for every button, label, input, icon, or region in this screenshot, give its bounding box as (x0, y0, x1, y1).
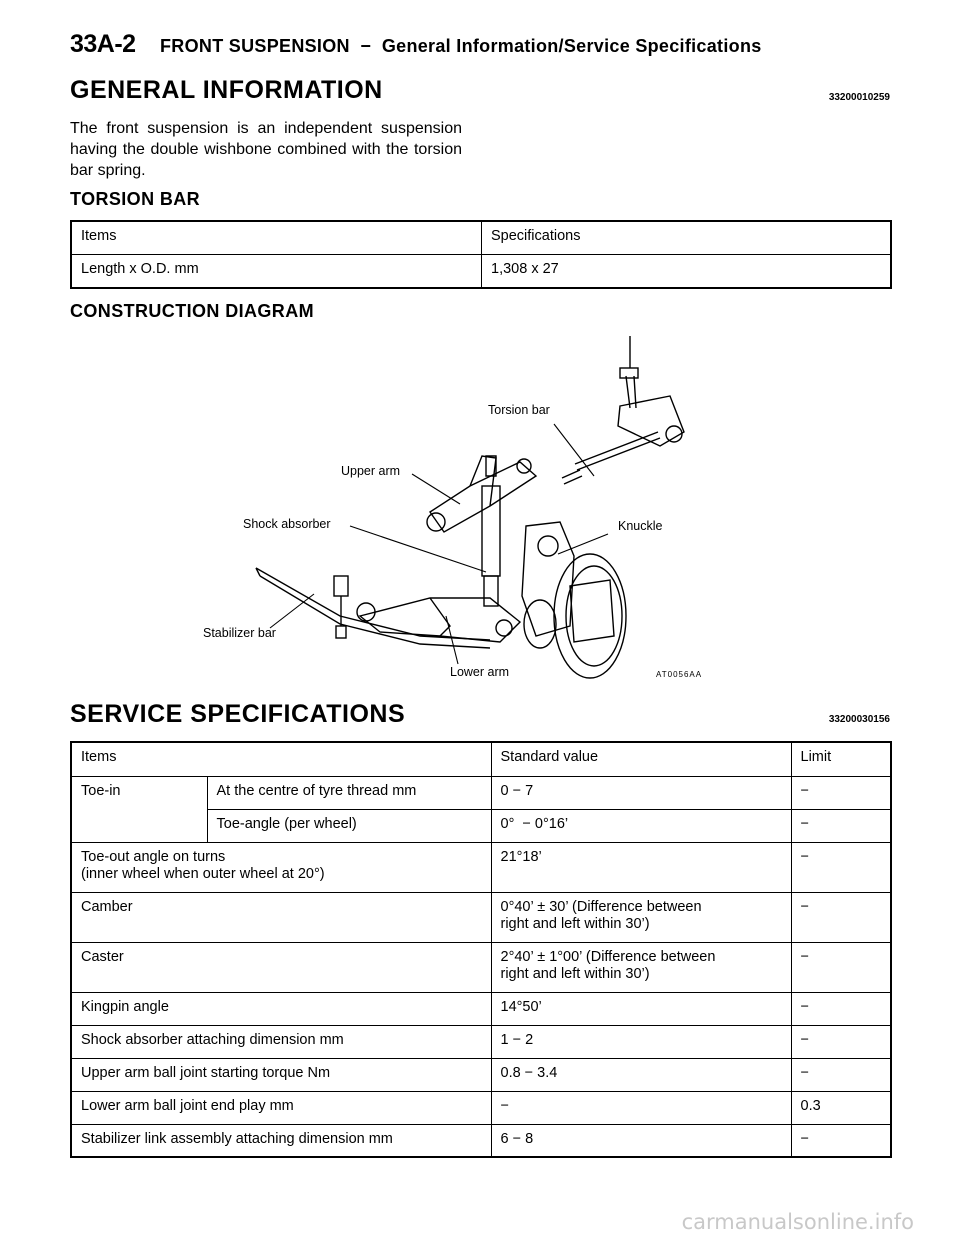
table-cell: 0.8 − 3.4 (491, 1058, 791, 1091)
table-row (71, 1091, 891, 1124)
page-number: 33A-2 (70, 30, 136, 58)
general-information-code: 33200010259 (828, 92, 890, 103)
table-cell: − (791, 892, 891, 942)
torsion-bar-table (70, 220, 892, 289)
table-cell: 2°40’ ± 1°00’ (Difference between right and left within 30’) (491, 942, 791, 992)
table-cell: 0° − 0°16’ (491, 809, 791, 842)
table-cell: − (791, 1124, 891, 1157)
table-header-cell: Specifications (482, 221, 892, 255)
table-cell: Shock absorber attaching dimension mm (71, 1025, 491, 1058)
table-row (71, 255, 891, 289)
figure-code: AT0056AA (656, 670, 703, 679)
shock-absorber-label: Shock absorber (243, 517, 331, 531)
table-header-cell: Standard value (491, 742, 791, 776)
table-row (71, 776, 891, 809)
table-cell: − (791, 942, 891, 992)
table-cell: Camber (71, 892, 491, 942)
service-specifications-heading: SERVICE SPECIFICATIONS (70, 700, 406, 728)
table-cell: − (791, 1058, 891, 1091)
knuckle-label: Knuckle (618, 519, 663, 533)
table-header-cell: Items (71, 221, 482, 255)
table-cell: Caster (71, 942, 491, 992)
table-header-row (71, 742, 891, 776)
table-cell: − (791, 809, 891, 842)
table-cell: Upper arm ball joint starting torque Nm (71, 1058, 491, 1091)
table-cell: 0°40’ ± 30’ (Difference between right and left within 30’) (491, 892, 791, 942)
table-cell: Toe-out angle on turns (inner wheel when outer wheel at 20°) (71, 842, 491, 892)
table-header-row (71, 221, 891, 255)
table-row (71, 1058, 891, 1091)
table-cell: At the centre of tyre thread mm (207, 776, 491, 809)
table-cell: Kingpin angle (71, 992, 491, 1025)
table-cell: 14°50’ (491, 992, 791, 1025)
table-cell: 1 − 2 (491, 1025, 791, 1058)
table-row (71, 992, 891, 1025)
torsion-bar-heading: TORSION BAR (70, 189, 201, 209)
table-cell: 1,308 x 27 (482, 255, 892, 289)
construction-diagram (190, 336, 720, 686)
intro-paragraph: The front suspension is an independent suspension having the double wishbone combined with the torsion bar spring. (70, 120, 462, 179)
table-cell: − (491, 1091, 791, 1124)
lower-arm-label: Lower arm (450, 665, 510, 679)
table-cell: 21°18’ (491, 842, 791, 892)
general-information-heading: GENERAL INFORMATION (70, 76, 383, 104)
upper-arm-label: Upper arm (341, 464, 401, 478)
table-row (71, 842, 891, 892)
table-cell: 6 − 8 (491, 1124, 791, 1157)
torsion-bar-label: Torsion bar (488, 403, 550, 417)
service-specifications-table (70, 741, 892, 1158)
construction-diagram-heading: CONSTRUCTION DIAGRAM (70, 301, 314, 321)
table-cell: − (791, 992, 891, 1025)
table-row (71, 892, 891, 942)
table-cell: Toe-angle (per wheel) (207, 809, 491, 842)
watermark: carmanualsonline.info (681, 1210, 914, 1234)
table-header-cell: Limit (791, 742, 891, 776)
table-header-cell: Items (71, 742, 491, 776)
table-row (71, 1025, 891, 1058)
table-row (71, 942, 891, 992)
table-cell: Toe-in (71, 776, 207, 842)
table-cell: Length x O.D. mm (71, 255, 482, 289)
stabilizer-bar-label: Stabilizer bar (203, 626, 276, 640)
page-header (70, 30, 890, 66)
table-row (71, 1124, 891, 1157)
table-cell: − (791, 842, 891, 892)
table-cell: − (791, 1025, 891, 1058)
table-cell: − (791, 776, 891, 809)
table-cell: Lower arm ball joint end play mm (71, 1091, 491, 1124)
service-specifications-code: 33200030156 (828, 714, 890, 725)
table-cell: Stabilizer link assembly attaching dimension mm (71, 1124, 491, 1157)
table-cell: 0 − 7 (491, 776, 791, 809)
header-title: FRONT SUSPENSION − General Information/Service Specifications (160, 36, 762, 56)
table-cell: 0.3 (791, 1091, 891, 1124)
